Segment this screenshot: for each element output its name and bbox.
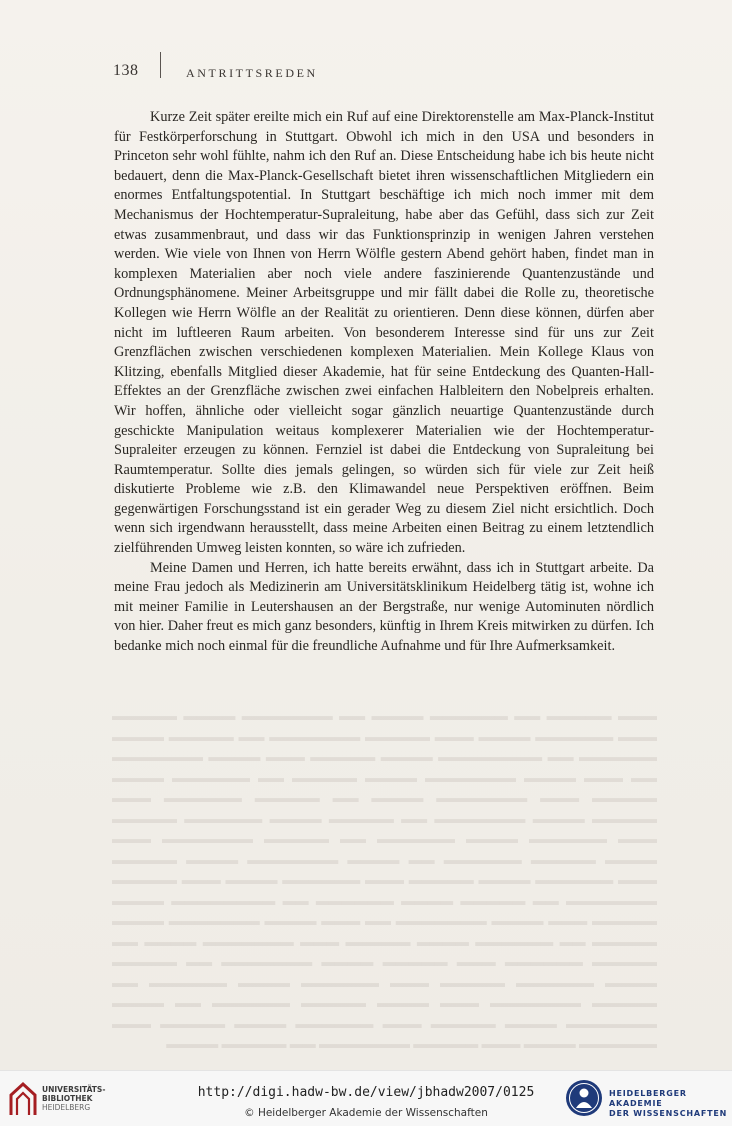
permalink-url[interactable]: http://digi.hadw-bw.de/view/jbhadw2007/0125 xyxy=(197,1085,535,1100)
academy-name-line2: DER WISSENSCHAFTEN xyxy=(609,1109,728,1118)
academy-seal-icon xyxy=(565,1079,603,1117)
copyright-notice: © Heidelberger Akademie der Wissenschaften xyxy=(244,1107,488,1119)
academy-name-line1: HEIDELBERGER AKADEMIE xyxy=(609,1089,687,1108)
running-head: ANTRITTSREDEN xyxy=(186,66,318,80)
academy-name xyxy=(609,1089,732,1119)
library-name-line3: HEIDELBERG xyxy=(42,1103,91,1112)
paragraph-2: Meine Damen und Herren, ich hatte bereits erwähnt, dass ich in Stuttgart arbeite. Da meine Frau jedoch als Medizinerin am Universitätsklinikum Heidelberg tätig ist, wohne ich mit meiner Familie in Leutershausen an der Bergstraße, nur wenige Autominuten nördlich von hier. Daher freut es mich ganz besonders, künftig in Ihrem Kreis mitwirken zu dürfen. Ich bedanke mich noch einmal für die freundliche Aufnahme und für Ihre Aufmerksamkeit. xyxy=(114,559,654,655)
page-number: 138 xyxy=(113,62,139,79)
header-divider xyxy=(160,52,161,78)
body-text xyxy=(114,108,654,657)
footer-bar xyxy=(0,1070,732,1126)
bleed-through-texture: ▬▬▬ ▬▬▬▬▬ ▬▬ ▬▬▬▬▬▬ ▬▬▬▬ ▬▬ ▬▬▬▬▬▬▬ ▬▬▬▬ ▬▬▬▬▬ ▬▬▬ ▬▬▬▬▬▬ ▬▬▬▬ ▬▬▬ ▬▬▬▬▬ ▬▬▬▬▬▬▬ ▬▬ ▬▬▬▬▬ ▬▬▬▬ ▬▬▬▬▬▬ ▬▬ ▬▬▬▬▬▬▬▬ ▬▬▬▬ ▬▬▬▬▬ ▬▬▬ ▬▬▬▬ ▬▬▬▬▬▬▬ ▬▬ ▬▬▬ ▬▬▬▬ ▬▬▬▬▬▬▬ ▬▬▬▬ ▬▬▬▬▬ ▬▬ ▬▬▬▬▬▬ ▬▬▬▬ ▬▬▬▬▬ ▬▬▬ ▬▬▬▬▬▬▬ ▬▬▬▬ ▬▬ ▬▬▬▬▬ ▬▬▬▬▬▬ ▬▬▬ ▬▬▬▬▬ ▬▬▬▬ ▬▬▬▬▬▬▬ ▬▬ ▬▬▬▬▬ ▬▬▬▬ ▬▬▬▬▬▬ ▬▬▬▬▬ ▬▬▬ ▬▬▬▬▬▬ ▬▬▬▬ ▬▬▬▬▬▬ ▬▬ ▬▬▬▬▬ ▬▬▬▬▬▬▬ ▬▬▬ ▬▬▬▬ ▬▬▬▬▬ ▬▬▬▬▬▬ ▬▬ ▬▬▬▬ ▬▬▬▬▬▬▬ ▬▬▬▬ ▬▬▬▬▬ ▬▬▬ ▬▬▬▬▬▬ ▬▬▬▬ ▬▬▬▬▬ ▬▬▬ ▬▬▬▬▬▬ ▬▬▬▬ ▬▬▬ ▬▬▬▬▬ ▬▬▬▬▬▬▬ ▬▬ ▬▬▬▬▬ ▬▬▬▬ ▬▬▬▬▬▬ ▬▬ ▬▬▬▬▬▬▬▬ ▬▬▬▬ ▬▬▬▬▬ ▬▬▬ ▬▬▬▬ ▬▬▬▬▬▬▬ ▬▬ ▬▬▬ ▬▬▬▬ ▬▬▬▬▬▬▬ ▬▬▬▬ ▬▬▬▬▬ ▬▬ ▬▬▬▬▬▬ ▬▬▬▬ ▬▬▬▬▬ ▬▬▬ ▬▬▬▬▬▬▬ ▬▬▬▬ ▬▬ ▬▬▬▬▬ ▬▬▬▬▬▬ ▬▬▬ ▬▬▬▬▬ ▬▬▬▬ ▬▬▬▬▬▬▬ ▬▬ ▬▬▬▬▬ ▬▬▬▬ ▬▬▬▬▬▬ ▬▬▬▬▬ ▬▬▬ ▬▬▬▬▬▬ ▬▬▬▬ ▬▬▬▬▬▬ ▬▬ ▬▬▬▬▬ ▬▬▬▬▬▬▬ ▬▬▬ ▬▬▬▬ ▬▬▬▬▬ ▬▬▬▬▬▬ ▬▬ ▬▬▬▬ ▬▬▬▬▬▬▬ ▬▬▬▬ ▬▬▬▬▬ ▬▬▬ ▬▬▬▬▬▬ ▬▬▬▬ ▬▬▬▬▬ ▬▬▬ ▬▬▬▬▬▬ ▬▬▬▬ ▬▬▬ ▬▬▬▬▬ ▬▬▬▬▬▬▬ ▬▬ ▬▬▬▬▬ ▬▬▬▬ xyxy=(112,708,657,1051)
paragraph-1: Kurze Zeit später ereilte mich ein Ruf auf eine Direktorenstelle am Max-Planck-Institut für Festkörperforschung in Stuttgart. Obwohl ich mich in den USA und besonders in Princeton sehr wohl fühlte, nahm ich den Ruf an. Diese Entscheidung habe ich bis heute nicht bedauert, denn die Max-Planck-Gesellschaft bietet ihren wissenschaftlichen Mitgliedern ein enormes Entfaltungspotential. In Stuttgart beschäftige ich mich noch immer mit dem Mechanismus der Hochtemperatur-Supraleitung, habe aber das Gefühl, dass sich zur Zeit etwas zusammenbraut, und dass wir das Funktionsprinzip in wenigen Jahren verstehen werden. Wie viele von Ihnen von Herrn Wölfle gestern Abend gehört haben, findet man in komplexen Materialien aber noch viele andere faszinierende Quantenzustände und Ordnungsphänomene. Meiner Arbeitsgruppe und mir fällt dabei die Rolle zu, theoretische Kollegen wie Herrn Wölfle an der Realität zu orientieren. Denn diese können, dürfen aber nicht im luftleeren Raum arbeiten. Von besonderem Interesse sind für uns zur Zeit Grenzflächen zwischen verschiedenen komplexen Materialien. Mein Kollege Klaus von Klitzing, ebenfalls Mitglied dieser Akademie, hat für seine Entdeckung des Quanten-Hall-Effektes an der Grenzfläche zwischen zwei einfachen Halbleitern den Nobelpreis erhalten. Wir hoffen, ähnliche oder vielleicht sogar gänzlich neuartige Quantenzustände durch geschickte Manipulation weitaus komplexerer Materialien wie der Hochtemperatur-Supraleiter erzeugen zu können. Fernziel ist dabei die Entdeckung von Supraleitung bei Raumtemperatur. Sollte dies jemals gelingen, so würden sich für viele zur Zeit heiß diskutierte Probleme wie z.B. den Klimawandel neue Perspektiven eröffnen. Beim gegenwärtigen Forschungsstand ist ein gerader Weg zu diesem Ziel nicht ersichtlich. Doch wenn sich irgendwann herausstellt, dass meine Arbeiten einen Beitrag zu einem letztendlich zielführenden Umweg leisten konnten, so wäre ich zufrieden. xyxy=(114,109,654,557)
library-name-line2: BIBLIOTHEK xyxy=(42,1094,93,1103)
library-name-line1: UNIVERSITÄTS- xyxy=(42,1085,106,1094)
